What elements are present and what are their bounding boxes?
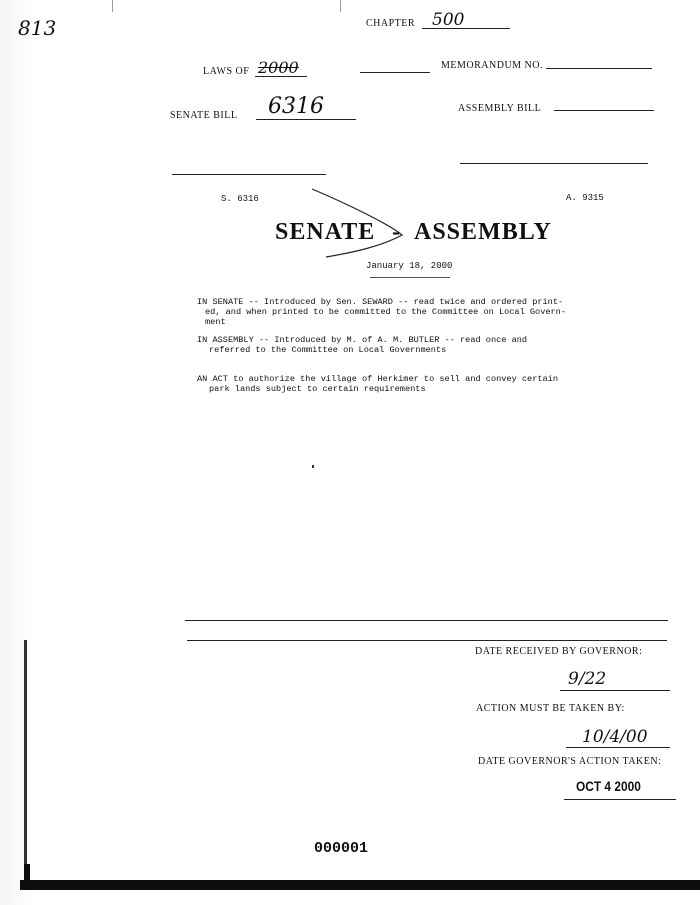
title-senate: SENATE — [275, 219, 376, 245]
action-taken-stamp: OCT 4 2000 — [576, 778, 641, 794]
laws-of-line — [255, 76, 307, 77]
action-by-label: ACTION MUST BE TAKEN BY: — [476, 703, 625, 714]
action-taken-line — [564, 799, 676, 800]
corner-mark: 813 — [18, 16, 57, 40]
date-underline — [370, 277, 450, 278]
separator-line-2 — [187, 640, 667, 641]
senate-number: S. 6316 — [221, 194, 259, 204]
assembly-bill-line — [554, 110, 654, 111]
assembly-bill-label: ASSEMBLY BILL — [458, 103, 542, 114]
date-received-value: 9/22 — [568, 669, 607, 689]
title-assembly: ASSEMBLY — [414, 219, 552, 245]
memorandum-label: MEMORANDUM NO. — [441, 60, 544, 71]
scan-bottom-corner — [24, 864, 30, 886]
blank-line-right — [460, 163, 648, 164]
memorandum-line — [546, 68, 652, 69]
act-line-2: park lands subject to certain requirements — [209, 384, 426, 394]
senate-intro-line-3: ment — [205, 317, 226, 327]
action-by-line — [566, 747, 670, 748]
senate-intro-line-1: IN SENATE -- Introduced by Sen. SEWARD -- read twice and ordered print- — [197, 297, 564, 307]
scan-bottom-edge — [20, 880, 700, 890]
scan-left-edge — [0, 0, 34, 905]
date-received-label: DATE RECEIVED BY GOVERNOR: — [475, 646, 643, 657]
bill-date: January 18, 2000 — [366, 261, 453, 271]
action-by-value: 10/4/00 — [582, 727, 648, 747]
laws-of-value: 2000 — [258, 58, 299, 77]
senate-intro-line-2: ed, and when printed to be committed to the Committee on Local Govern- — [205, 307, 566, 317]
blank-line-left — [172, 174, 326, 175]
chapter-value: 500 — [432, 10, 465, 30]
laws-of-label: LAWS OF — [203, 66, 250, 77]
action-taken-label: DATE GOVERNOR'S ACTION TAKEN: — [478, 756, 662, 767]
senate-bill-label: SENATE BILL — [170, 110, 238, 121]
scan-left-shadow — [24, 640, 27, 890]
act-line-1: AN ACT to authorize the village of Herkimer to sell and convey certain — [197, 374, 558, 384]
separator-line-1 — [185, 620, 668, 621]
senate-bill-line — [256, 119, 356, 120]
title-dash: - — [392, 219, 401, 245]
chapter-line — [422, 28, 510, 29]
chapter-label: CHAPTER — [366, 18, 416, 29]
scan-speck — [312, 465, 314, 468]
assembly-intro-line-2: referred to the Committee on Local Governments — [209, 345, 447, 355]
fold-mark-left — [112, 0, 113, 12]
assembly-intro-line-1: IN ASSEMBLY -- Introduced by M. of A. M. BUTLER -- read once and — [197, 335, 528, 345]
pen-stroke-mark — [310, 185, 420, 265]
page-number: 000001 — [314, 840, 369, 857]
fold-mark — [340, 0, 341, 12]
senate-bill-value: 6316 — [268, 94, 324, 119]
laws-of-line-2 — [360, 72, 430, 73]
assembly-number: A. 9315 — [566, 193, 604, 203]
date-received-line — [560, 690, 670, 691]
